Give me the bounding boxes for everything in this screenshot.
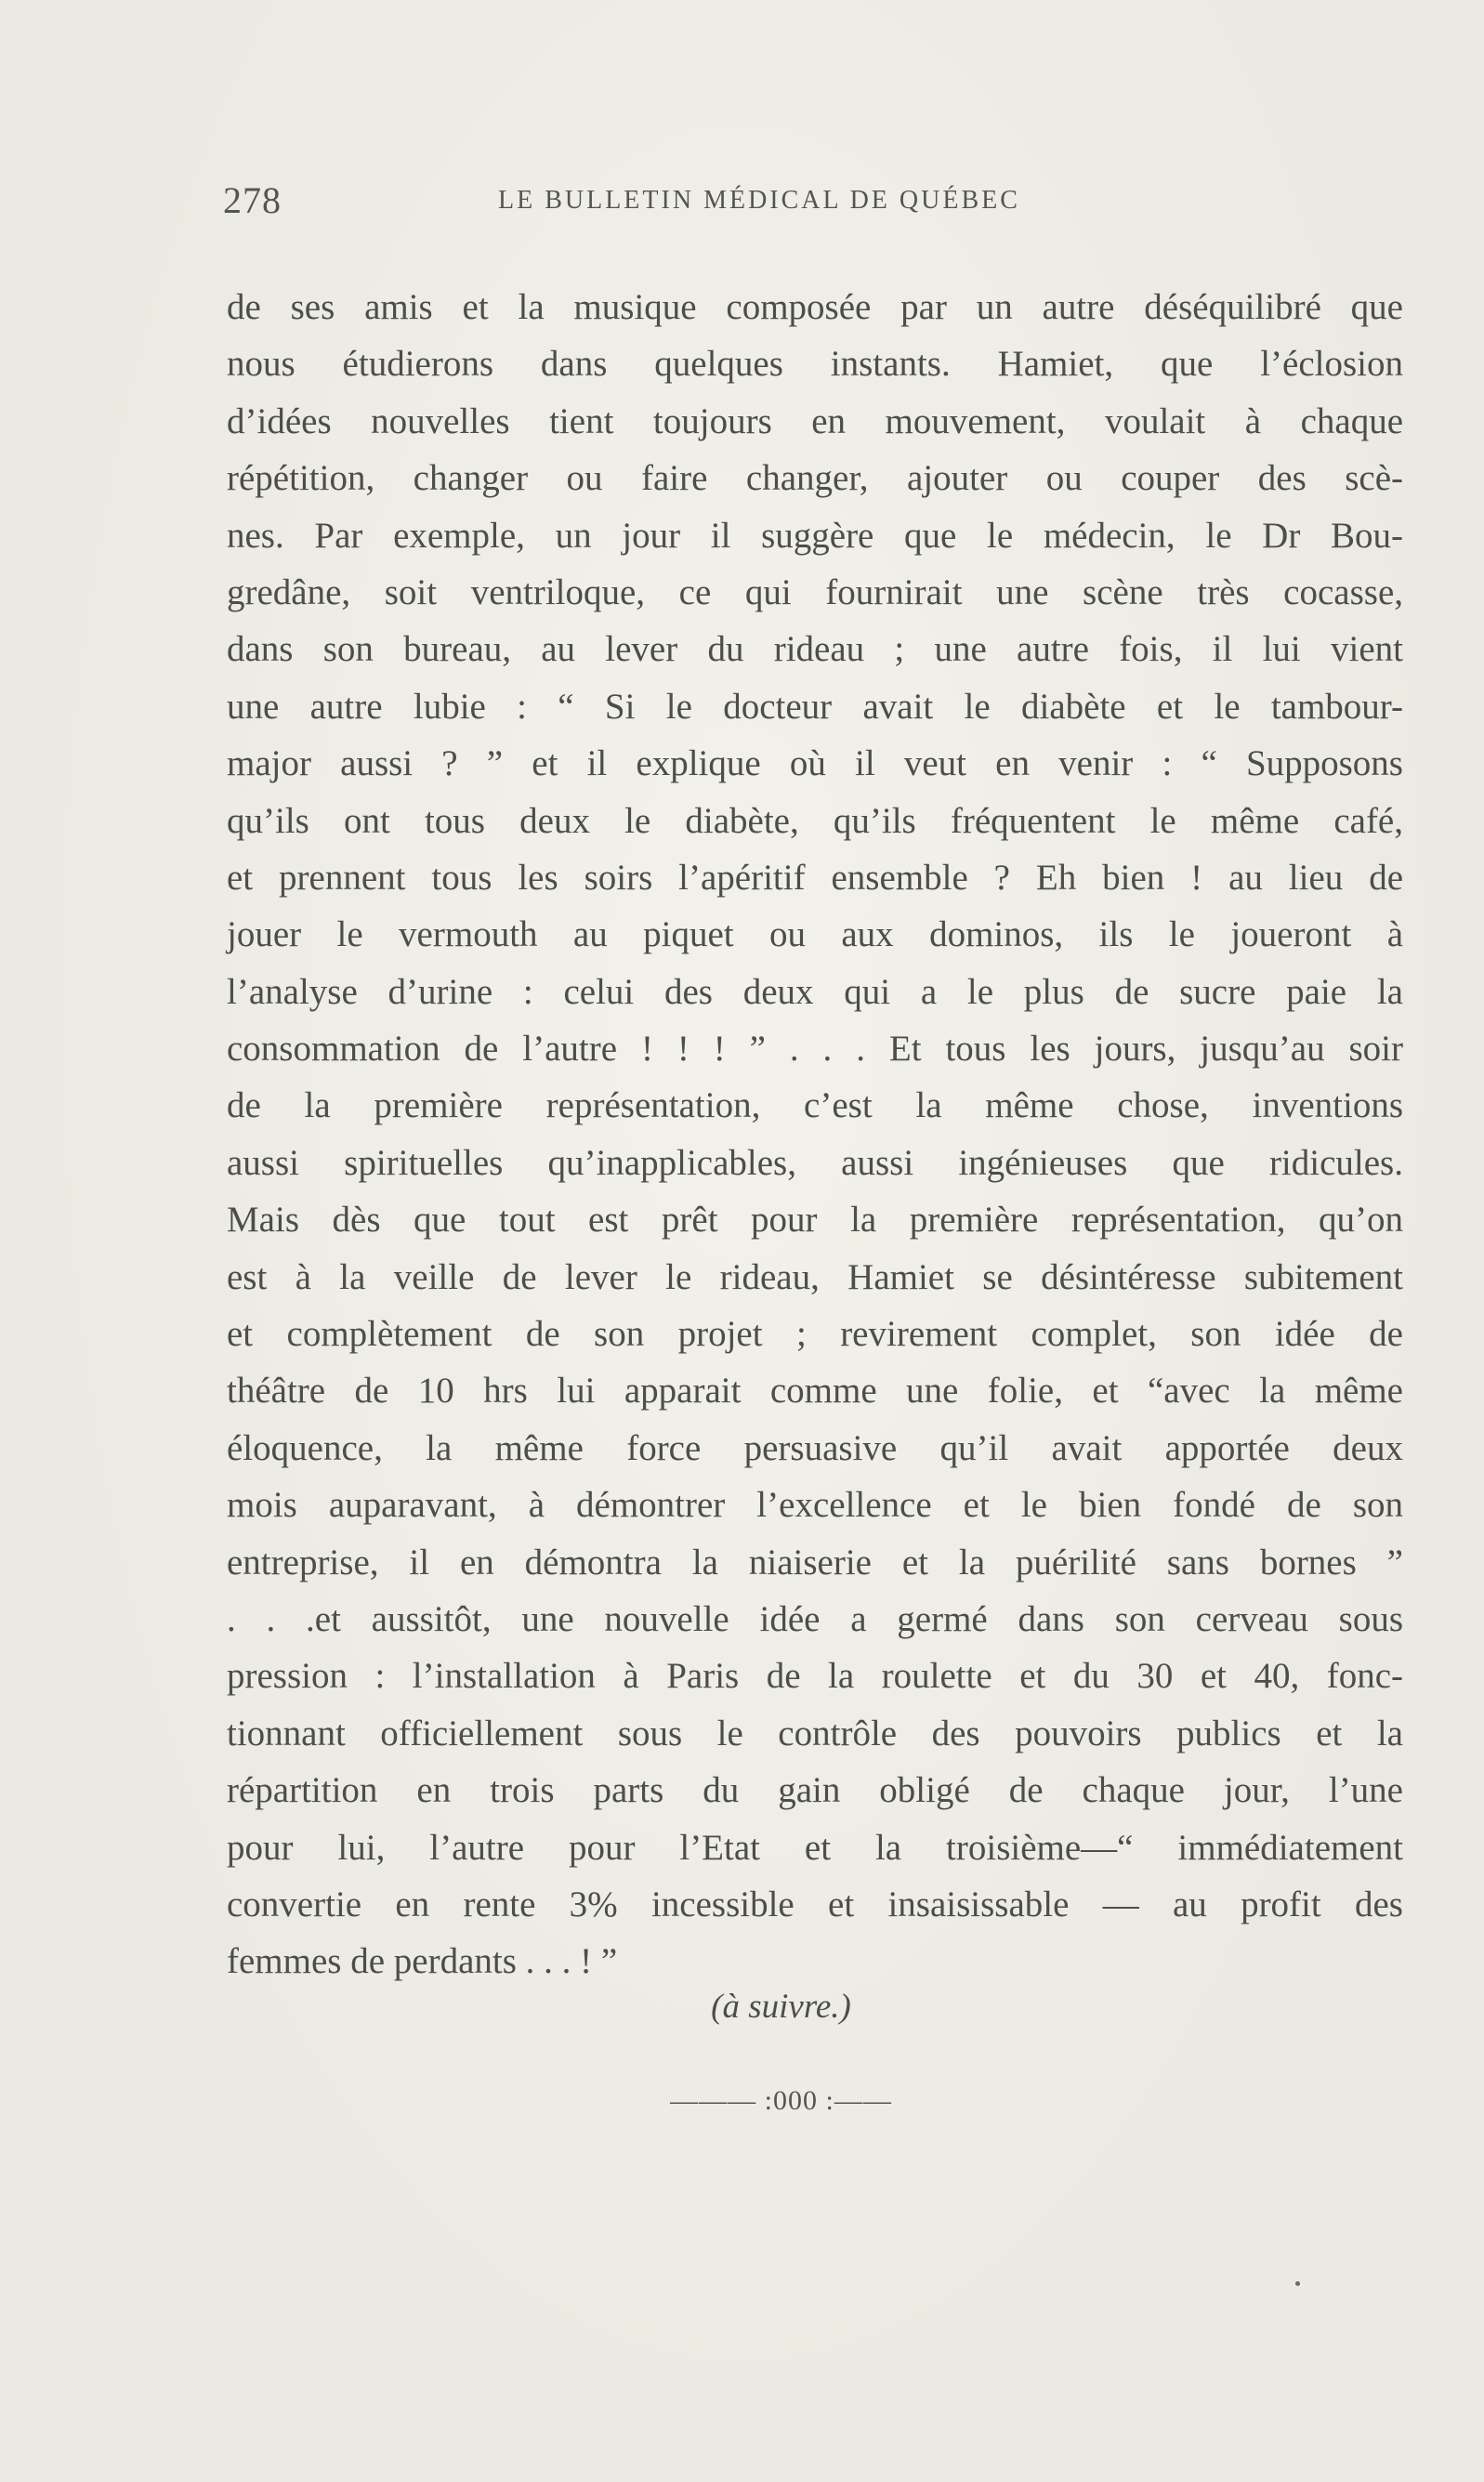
text-line: gredâne, soit ventriloque, ce qui fournirait une scène très cocasse, (227, 571, 1403, 612)
paper-speck (1295, 2281, 1300, 2286)
text-line: répétition, changer ou faire changer, ajouter ou couper des scè- (227, 458, 1403, 499)
text-line: entreprise, il en démontra la niaiserie et la puérilité sans bornes ” (227, 1542, 1403, 1582)
text-line: pression : l’installation à Paris de la roulette et du 30 et 40, fonc- (227, 1656, 1403, 1697)
text-line: et prennent tous les soirs l’apéritif ensemble ? Eh bien ! au lieu de (227, 857, 1403, 898)
text-line: pour lui, l’autre pour l’Etat et la troisième—“ immédiatement (227, 1827, 1403, 1868)
text-line: de la première représentation, c’est la même chose, inventions (227, 1085, 1403, 1126)
text-line: dans son bureau, au lever du rideau ; une autre fois, il lui vient (227, 629, 1403, 670)
text-line: et complètement de son projet ; revirement complet, son idée de (227, 1314, 1403, 1355)
text-line: tionnant officiellement sous le contrôle des pouvoirs publics et la (227, 1713, 1403, 1753)
text-line: femmes de perdants . . . ! ” (227, 1941, 618, 1982)
text-line: consommation de l’autre ! ! ! ” . . . Et tous les jours, jusqu’au soir (227, 1029, 1403, 1070)
text-line: mois auparavant, à démontrer l’excellence et le bien fondé de son (227, 1485, 1403, 1526)
text-line: Mais dès que tout est prêt pour la première représentation, qu’on (227, 1200, 1403, 1241)
continuation-note: (à suivre.) (711, 1988, 851, 2026)
text-line: éloquence, la même force persuasive qu’il avait apportée deux (227, 1427, 1403, 1468)
text-line: nous étudierons dans quelques instants. Hamiet, que l’éclosion (227, 344, 1403, 385)
text-line: d’idées nouvelles tient toujours en mouvement, voulait à chaque (227, 401, 1403, 441)
text-line: aussi spirituelles qu’inapplicables, aussi ingénieuses que ridicules. (227, 1142, 1403, 1183)
text-line: l’analyse d’urine : celui des deux qui a le plus de sucre paie la (227, 971, 1403, 1012)
body-text (227, 279, 1403, 1990)
text-line: nes. Par exemple, un jour il suggère que le médecin, le Dr Bou- (227, 515, 1403, 556)
text-line: de ses amis et la musique composée par un autre déséquilibré que (227, 287, 1403, 327)
text-line: répartition en trois parts du gain obligé de chaque jour, l’une (227, 1770, 1403, 1811)
text-line: convertie en rente 3% incessible et insaisissable — au profit des (227, 1884, 1403, 1924)
text-line: jouer le vermouth au piquet ou aux dominos, ils le joueront à (227, 914, 1403, 955)
text-line: qu’ils ont tous deux le diabète, qu’ils fréquentent le même café, (227, 800, 1403, 841)
page-header (223, 178, 1403, 225)
text-line: une autre lubie : “ Si le docteur avait le diabète et le tambour- (227, 686, 1403, 727)
text-line: théâtre de 10 hrs lui apparait comme une folie, et “avec la même (227, 1371, 1403, 1412)
page-number: 278 (223, 179, 282, 221)
text-line: est à la veille de lever le rideau, Hamiet se désintéresse subitement (227, 1256, 1403, 1297)
section-ornament: ——— :000 :—— (670, 2085, 892, 2116)
running-title: LE BULLETIN MÉDICAL DE QUÉBEC (498, 186, 1020, 215)
text-line: major aussi ? ” et il explique où il veut en venir : “ Supposons (227, 743, 1403, 784)
text-line: . . .et aussitôt, une nouvelle idée a germé dans son cerveau sous (227, 1598, 1403, 1639)
